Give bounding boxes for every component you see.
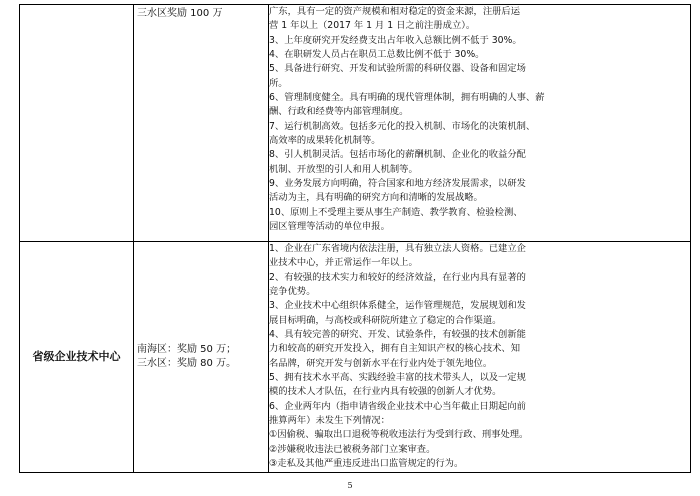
requirements-cell (269, 5, 691, 242)
award-cell (134, 5, 269, 242)
requirement-line: 业技术中心，并正常运作一年以上。 (269, 257, 418, 269)
category-label: 省级企业技术中心 (32, 349, 121, 363)
requirement-line: 3、上年度研究开发经费支出占年收入总额比例不低于 30%。 (269, 34, 522, 46)
requirement-line: 1、企业在广东省境内依法注册，具有独立法人资格。已建立企 (269, 243, 526, 254)
requirement-line: 活动为主，具有明确的研究方向和清晰的发展战略。 (269, 192, 483, 204)
requirements-cell (269, 242, 691, 473)
requirement-line: 5、拥有技术水平高、实践经验丰富的技术带头人，以及一定规 (269, 372, 526, 384)
requirement-line: 高效率的成果转化机制等。 (269, 135, 381, 147)
requirement-line: 力和较高的研究开发投入，拥有自主知识产权的核心技术、知 (269, 343, 521, 355)
requirement-line: 5、具备进行研究、开发和试验所需的科研仪器、设备和固定场 (269, 63, 526, 75)
requirement-line: 推算两年）未发生下列情况： (269, 415, 390, 427)
policy-table (19, 4, 691, 473)
requirement-line: 名品牌，研究开发与创新水平在行业内处于领先地位。 (269, 357, 493, 369)
requirement-line: 7、运行机制高效。包括多元化的投入机制、市场化的决策机制、 (269, 120, 536, 132)
requirement-line: 2、有较强的技术实力和较好的经济效益，在行业内具有显著的 (269, 271, 526, 283)
requirement-line: 9、业务发展方向明确，符合国家和地方经济发展需求，以研发 (269, 178, 526, 190)
requirement-line: 所。 (269, 77, 288, 89)
requirement-line: 竞争优势。 (269, 286, 316, 298)
requirement-line: ②涉嫌税收违法已被税务部门立案审查。 (269, 443, 436, 455)
requirement-line: 酬、行政和经费等内部管理制度。 (269, 106, 409, 118)
requirement-line: 模的技术人才队伍，在行业内具有较强的创新人才优势。 (269, 386, 502, 398)
requirement-line: ①因偷税、骗取出口退税等税收违法行为受到行政、刑事处理。 (269, 429, 529, 441)
requirement-line: 展目标明确，与高校或科研院所建立了稳定的合作渠道。 (269, 314, 502, 326)
requirement-line: 10、原则上不受理主要从事生产制造、教学教育、检验检测、 (269, 206, 523, 218)
requirement-line: 园区管理等活动的单位申报。 (269, 221, 390, 233)
table-row (20, 5, 691, 242)
requirement-line: 3、企业技术中心组织体系健全，运作管理规范，发展规划和发 (269, 300, 526, 312)
requirement-line: 6、企业两年内（指申请省级企业技术中心当年截止日期起向前 (269, 400, 526, 412)
requirement-line: 4、具有较完善的研究、开发、试验条件，有较强的技术创新能 (269, 329, 526, 341)
category-cell (20, 5, 134, 242)
requirement-line: ③走私及其他严重违反进出口监管规定的行为。 (269, 458, 464, 470)
requirement-line: 8、引人机制灵活。包括市场化的薪酬机制、企业化的收益分配 (269, 149, 526, 161)
requirement-line: 机制、开放型的引人和用人机制等。 (269, 163, 418, 175)
table-row (20, 242, 691, 473)
award-cell (134, 242, 269, 473)
award-text: 三水区奖励 100 万 (137, 8, 223, 19)
page-number: 5 (347, 481, 353, 490)
category-cell (20, 242, 134, 473)
requirement-line: 广东，具有一定的资产规模和相对稳定的资金来源，注册后运 (269, 6, 521, 17)
award-text: 三水区：奖励 80 万。 (137, 357, 237, 369)
requirement-line: 营 1 年以上（2017 年 1 月 1 日之前注册成立）。 (269, 20, 476, 32)
requirement-line: 4、在职研发人员占在职员工总数比例不低于 30%。 (269, 49, 485, 61)
award-text: 南海区：奖励 50 万； (137, 343, 237, 355)
requirement-line: 6、管理制度健全。具有明确的现代管理体制，拥有明确的人事、薪 (269, 92, 545, 104)
